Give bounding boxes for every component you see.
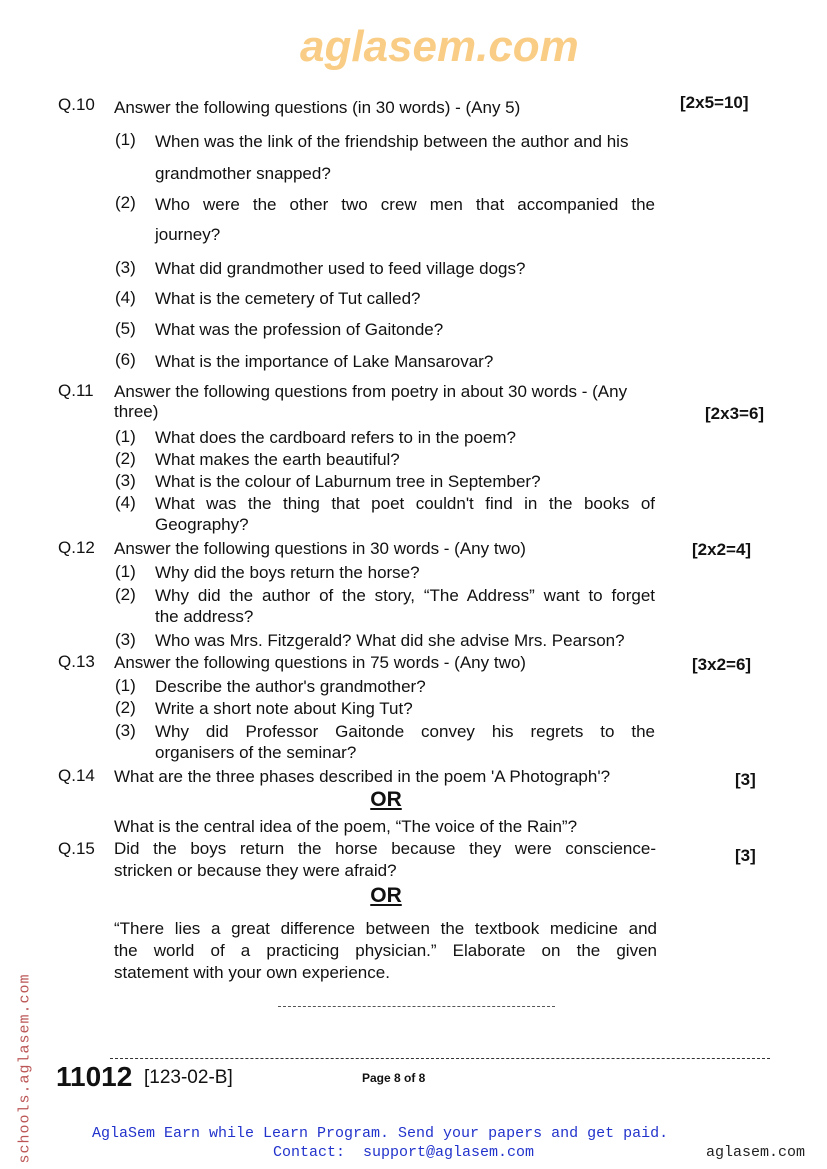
- item-number: (3): [115, 630, 136, 649]
- question-item: What makes the earth beautiful?: [155, 450, 400, 469]
- q12-marks: [2x2=4]: [692, 540, 752, 559]
- q11-marks: [2x3=6]: [705, 404, 765, 423]
- question-item: Write a short note about King Tut?: [155, 699, 413, 718]
- paper-subcode: [123-02-B]: [144, 1067, 233, 1088]
- item-number: (2): [115, 193, 136, 212]
- q14-or: OR: [370, 788, 402, 811]
- q14-text: What are the three phases described in the poem 'A Photograph'?: [114, 767, 611, 786]
- site-name: aglasem.com: [706, 1144, 806, 1161]
- item-number: (3): [115, 258, 136, 277]
- item-number: (4): [115, 493, 136, 512]
- q10-marks: [2x5=10]: [680, 93, 749, 112]
- question-item: What is the colour of Laburnum tree in September?: [155, 472, 541, 491]
- promo-text: AglaSem Earn while Learn Program. Send your papers and get paid.: [92, 1125, 669, 1142]
- q13-text: Answer the following questions in 75 words - (Any two): [114, 653, 526, 672]
- q11-text-cont: three): [114, 402, 159, 421]
- q14-number: Q.14: [58, 766, 95, 785]
- watermark: aglasem.com: [300, 22, 579, 71]
- q15-alt: statement with your own experience.: [114, 963, 390, 982]
- q11-number: Q.11: [58, 381, 94, 400]
- item-number: (1): [115, 562, 136, 581]
- q11-text: Answer the following questions from poetry in about 30 words - (Any: [114, 382, 628, 401]
- end-divider: [278, 1006, 555, 1007]
- question-item-cont: the address?: [155, 607, 254, 626]
- footer-rule: [110, 1058, 770, 1059]
- question-item: What is the importance of Lake Mansarovar?: [155, 352, 494, 371]
- item-number: (2): [115, 698, 136, 717]
- question-item: What did grandmother used to feed village dogs?: [155, 259, 526, 278]
- question-item: Who was Mrs. Fitzgerald? What did she advise Mrs. Pearson?: [155, 631, 625, 650]
- question-item: Who were the other two crew men that accompanied the: [155, 195, 655, 214]
- question-item-cont: Geography?: [155, 515, 249, 534]
- question-item: What was the profession of Gaitonde?: [155, 320, 444, 339]
- page-number: Page 8 of 8: [362, 1071, 426, 1085]
- question-item: What does the cardboard refers to in the poem?: [155, 428, 516, 447]
- item-number: (5): [115, 319, 136, 338]
- question-item: When was the link of the friendship between the author and his: [155, 132, 629, 151]
- question-item: What is the cemetery of Tut called?: [155, 289, 421, 308]
- question-item: Why did Professor Gaitonde convey his regrets to the: [155, 722, 655, 741]
- side-watermark: schools.aglasem.com: [16, 973, 34, 1164]
- question-item-cont: journey?: [155, 225, 221, 244]
- q14-alt: What is the central idea of the poem, “The voice of the Rain”?: [114, 817, 578, 836]
- question-item-cont: organisers of the seminar?: [155, 743, 357, 762]
- item-number: (6): [115, 350, 136, 369]
- q10-number: Q.10: [58, 95, 95, 114]
- question-item: Why did the author of the story, “The Address” want to forget: [155, 586, 655, 605]
- q12-text: Answer the following questions in 30 words - (Any two): [114, 539, 526, 558]
- item-number: (1): [115, 676, 136, 695]
- contact-label: Contact:: [273, 1144, 346, 1161]
- q15-alt: the world of a practicing physician.” Elaborate on the given: [114, 941, 657, 960]
- q10-text: Answer the following questions (in 30 words) - (Any 5): [114, 98, 521, 117]
- item-number: (3): [115, 471, 136, 490]
- question-item: Describe the author's grandmother?: [155, 677, 426, 696]
- question-item: What was the thing that poet couldn't find in the books of: [155, 494, 655, 513]
- item-number: (1): [115, 427, 136, 446]
- question-item-cont: grandmother snapped?: [155, 164, 331, 183]
- q15-alt: “There lies a great difference between the textbook medicine and: [114, 919, 657, 938]
- paper-code: 11012: [56, 1061, 133, 1092]
- q12-number: Q.12: [58, 538, 95, 557]
- q13-number: Q.13: [58, 652, 95, 671]
- question-item: Why did the boys return the horse?: [155, 563, 420, 582]
- q15-or: OR: [370, 884, 402, 907]
- item-number: (4): [115, 288, 136, 307]
- q14-marks: [3]: [735, 770, 756, 789]
- item-number: (3): [115, 721, 136, 740]
- q13-marks: [3x2=6]: [692, 655, 752, 674]
- item-number: (2): [115, 585, 136, 604]
- support-email-link[interactable]: support@aglasem.com: [363, 1144, 535, 1161]
- item-number: (1): [115, 130, 136, 149]
- q15-text: Did the boys return the horse because they were conscience-: [114, 839, 656, 858]
- q15-text-cont: stricken or because they were afraid?: [114, 861, 397, 880]
- item-number: (2): [115, 449, 136, 468]
- q15-marks: [3]: [735, 846, 756, 865]
- q15-number: Q.15: [58, 839, 95, 858]
